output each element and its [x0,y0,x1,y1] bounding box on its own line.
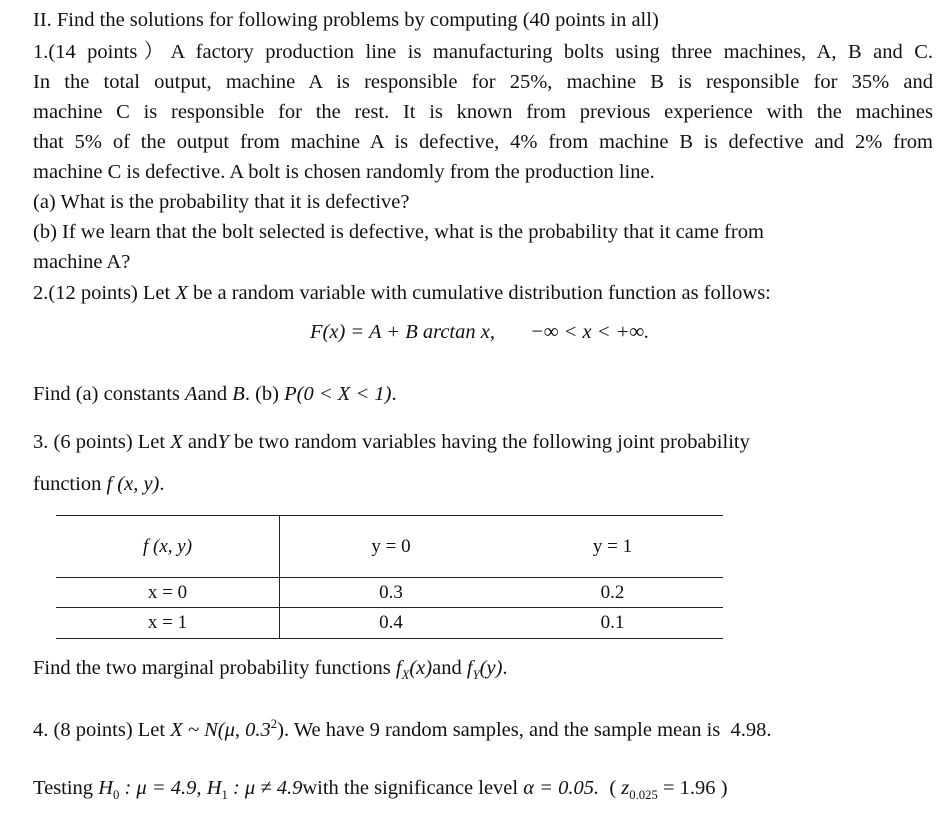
normal-distribution: X ~ N(μ, 0.3 [170,719,271,741]
z-critical-value: = 1.96 [663,777,716,799]
problem2-heading: 2.(12 points) [33,282,138,304]
problem3-var-y: Y [217,431,229,453]
problem1-line3: machine C is responsible for the rest. It is known from previous experience with the machines [33,101,933,123]
alt-hypothesis-sub: 1 [221,788,228,803]
problem1-question-b: (b) If we learn that the bolt selected is defective, what is the probability that it came from [33,221,764,243]
problem3-function-word: function [33,473,102,495]
marginal-fx-arg: (x) [409,657,433,679]
problem2-let: Let [142,282,171,304]
constant-a: A [185,383,198,405]
probability-expression: P(0 < X < 1) [284,383,392,405]
marginal-fy-arg: (y) [479,657,503,679]
table-col-header: y = 0 [280,516,503,578]
problem2-text: be a random variable with cumulative distribution function as follows: [193,282,771,304]
problem1-question-b-cont: machine A? [33,251,131,273]
table-row-label: x = 0 [56,578,280,608]
problem2-find [33,382,397,406]
problem3-line2 [33,472,165,496]
problem2-variable: X [175,282,188,304]
marginal-fx: f [395,657,402,679]
table-cell: 0.4 [280,608,503,639]
problem1-line2: In the total output, machine A is responsible for 25%, machine B is responsible for 35% and [33,71,933,93]
problem2-period: . [391,383,397,405]
cdf-formula: F(x) = A + B arctan x, [310,321,495,343]
table-header-row [56,516,723,578]
problem3-var-x: X [170,431,183,453]
problem3-find [33,656,508,683]
testing-word: Testing [33,777,94,799]
alt-hypothesis-value: : μ ≠ 4.9 [232,777,303,799]
sample-mean: 4.98 [730,719,767,741]
problem2-find-text: Find (a) constants [33,383,180,405]
alt-hypothesis: H [206,777,222,799]
significance-level: α = 0.05. [523,777,600,799]
marginal-fx-sub: X [401,668,410,683]
problem3-find-text: Find the two marginal probability functions [33,657,391,679]
cdf-range: −∞ < x < +∞. [530,321,650,343]
null-hypothesis: H [98,777,113,799]
problem1-question-a: (a) What is the probability that it is defective? [33,191,410,213]
problem2-and: and [197,383,228,405]
joint-function: f (x, y) [106,473,160,495]
problem4-line2 [33,776,728,803]
table-cell: 0.3 [280,578,503,608]
problem4-line1 [33,718,772,742]
problem3-heading: 3. (6 points) Let [33,431,166,453]
distribution-close: ) [277,719,284,741]
problem2-statement [33,281,771,305]
problem4-text: . We have 9 random samples, and the sample mean is [283,719,721,741]
significance-text: with the significance level [302,777,519,799]
table-row [56,578,723,608]
null-hypothesis-value: : μ = 4.9, [124,777,202,799]
section-title: II. Find the solutions for following problems by computing (40 points in all) [33,9,659,31]
problem1-line4: that 5% of the output from machine A is defective, 4% from machine B is defective and 2% from [33,131,933,153]
problem3-period: . [159,473,165,495]
problem4-heading: 4. (8 points) Let [33,719,166,741]
variance-exponent: 2 [270,717,278,732]
table-corner: f (x, y) [56,516,280,578]
z-critical-sub: 0.025 [629,788,658,803]
table-row [56,608,723,639]
null-hypothesis-sub: 0 [113,788,120,803]
z-critical: z [621,777,630,799]
z-close-paren: ) [720,777,728,799]
problem3-find-period: . [502,657,508,679]
table-row-label: x = 1 [56,608,280,639]
table-cell: 0.2 [502,578,723,608]
problem3-find-and: and [432,657,462,679]
problem3-line1 [33,430,750,454]
problem3-and: and [187,431,218,453]
problem3-text: be two random variables having the following joint probability [234,431,750,453]
constant-b: B [232,383,245,405]
problem1-line5: machine C is defective. A bolt is chosen randomly from the production line. [33,161,655,183]
marginal-fy: f [466,657,473,679]
table-cell: 0.1 [502,608,723,639]
problem1-line1: 1.(14 points）A factory production line is manufacturing bolts using three machines, A, B and C. [33,41,933,63]
problem2-part-b: . (b) [244,383,279,405]
marginal-fy-sub: Y [472,668,480,683]
problem4-period: . [766,719,772,741]
z-open-paren: ( [609,777,617,799]
table-col-header: y = 1 [502,516,723,578]
joint-probability-table [56,515,723,639]
